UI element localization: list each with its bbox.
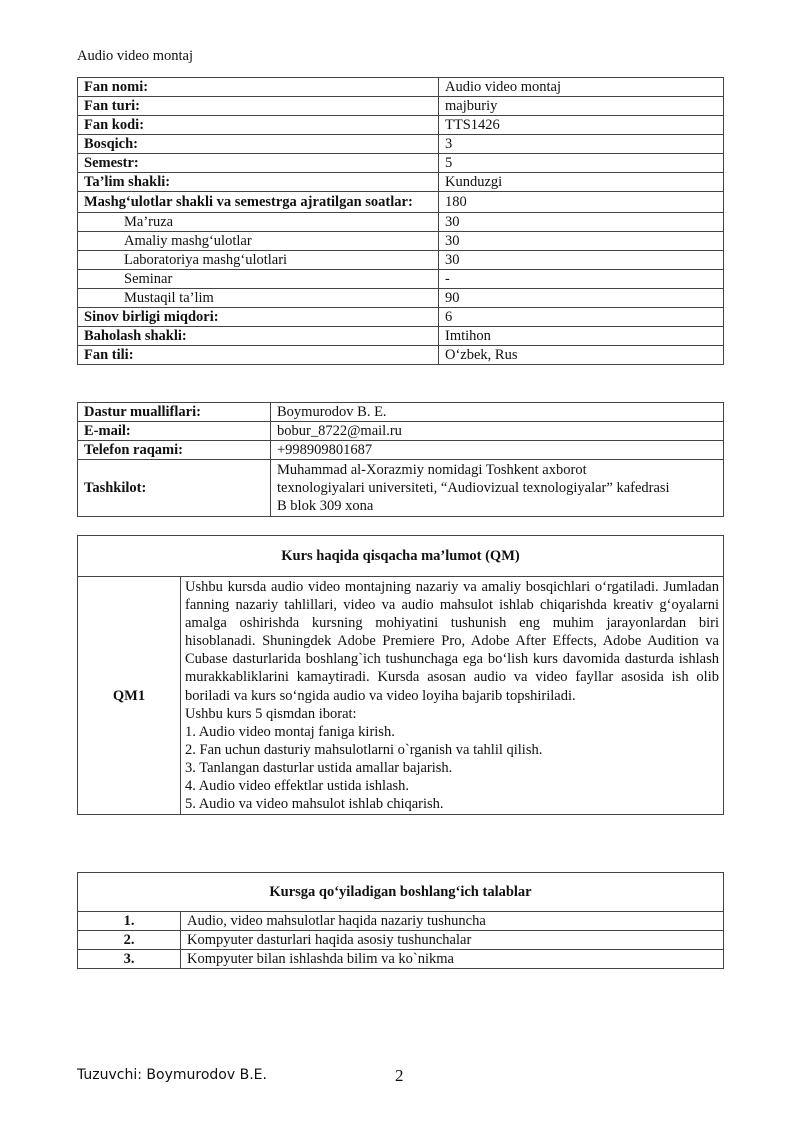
organization-line: B blok 309 xona [277, 498, 374, 514]
row-label: Ma’ruza [78, 213, 439, 232]
row-label: Bosqich: [78, 135, 439, 154]
row-label: Mustaqil ta’lim [78, 289, 439, 308]
requirement-text: Audio, video mahsulotlar haqida nazariy tushuncha [181, 912, 724, 931]
row-label: Dastur mualliflari: [78, 403, 271, 422]
course-summary-table [77, 535, 724, 815]
table-row [78, 232, 724, 251]
table-row [78, 116, 724, 135]
row-label: Seminar [78, 270, 439, 289]
table-row [78, 912, 724, 931]
table-row [78, 308, 724, 327]
row-value: Boymurodov B. E. [271, 403, 724, 422]
authors-table [77, 402, 724, 517]
row-label: Fan turi: [78, 97, 439, 116]
row-label: Fan kodi: [78, 116, 439, 135]
table-row [78, 289, 724, 308]
phone-value: +998909801687 [271, 441, 724, 460]
page-header-title: Audio video montaj [77, 48, 193, 64]
requirement-text: Kompyuter dasturlari haqida asosiy tushunchalar [181, 931, 724, 950]
row-value: TTS1426 [439, 116, 724, 135]
row-value: 30 [439, 251, 724, 270]
requirements-table [77, 872, 724, 969]
email-value: bobur_8722@mail.ru [271, 422, 724, 441]
table-row [78, 346, 724, 365]
row-value: 6 [439, 308, 724, 327]
requirement-number: 2. [78, 931, 181, 950]
row-label: Ta’lim shakli: [78, 173, 439, 192]
table-row [78, 173, 724, 192]
row-label: Telefon raqami: [78, 441, 271, 460]
row-label: Amaliy mashg‘ulotlar [78, 232, 439, 251]
table-row [78, 192, 724, 213]
footer-author: Tuzuvchi: Boymurodov B.E. [77, 1067, 267, 1083]
table-row [78, 97, 724, 116]
table-row [78, 422, 724, 441]
summary-intro: Ushbu kurs 5 qismdan iborat: [185, 705, 357, 722]
table-row [78, 78, 724, 97]
table-row [78, 873, 724, 912]
table-row [78, 135, 724, 154]
table-row [78, 577, 724, 815]
summary-part: 3. Tanlangan dasturlar ustida amallar bajarish. [185, 759, 453, 776]
requirement-number: 1. [78, 912, 181, 931]
row-value: Imtihon [439, 327, 724, 346]
table-row [78, 327, 724, 346]
summary-part: 1. Audio video montaj faniga kirish. [185, 723, 395, 740]
row-value: Kunduzgi [439, 173, 724, 192]
table-row [78, 931, 724, 950]
row-label: Sinov birligi miqdori: [78, 308, 439, 327]
page-number: 2 [395, 1066, 404, 1085]
table-row [78, 441, 724, 460]
summary-caption: Kurs haqida qisqacha ma’lumot (QM) [78, 536, 724, 577]
row-label: Fan tili: [78, 346, 439, 365]
row-value: 5 [439, 154, 724, 173]
row-label: Tashkilot: [78, 460, 271, 517]
row-value: 30 [439, 213, 724, 232]
row-value: 90 [439, 289, 724, 308]
table-row [78, 251, 724, 270]
row-value: - [439, 270, 724, 289]
row-value: 30 [439, 232, 724, 251]
row-value: majburiy [439, 97, 724, 116]
table-row [78, 950, 724, 969]
table-row [78, 460, 724, 517]
organization-line: texnologiyalari universiteti, “Audiovizual texnologiyalar” kafedrasi [277, 480, 670, 496]
table-row [78, 213, 724, 232]
row-label: Baholash shakli: [78, 327, 439, 346]
row-label: Laboratoriya mashg‘ulotlari [78, 251, 439, 270]
requirement-text: Kompyuter bilan ishlashda bilim va ko`nikma [181, 950, 724, 969]
row-label: Mashg‘ulotlar shakli va semestrga ajratilgan soatlar: [78, 192, 439, 213]
summary-part: 5. Audio va video mahsulot ishlab chiqarish. [185, 796, 444, 813]
requirement-number: 3. [78, 950, 181, 969]
table-row [78, 154, 724, 173]
summary-code: QM1 [78, 577, 181, 815]
row-value: 3 [439, 135, 724, 154]
summary-part: 4. Audio video effektlar ustida ishlash. [185, 778, 410, 795]
row-label: Semestr: [78, 154, 439, 173]
organization-value [271, 460, 724, 517]
row-value: Audio video montaj [439, 78, 724, 97]
row-value: 180 [439, 192, 724, 213]
course-info-table [77, 77, 724, 365]
row-label: E-mail: [78, 422, 271, 441]
summary-part: 2. Fan uchun dasturiy mahsulotlarni o`rganish va tahlil qilish. [185, 741, 543, 758]
requirements-caption: Kursga qo‘yiladigan boshlang‘ich talablar [78, 873, 724, 912]
summary-description [181, 577, 724, 815]
table-row [78, 536, 724, 577]
row-value: O‘zbek, Rus [439, 346, 724, 365]
table-row [78, 403, 724, 422]
summary-paragraph: Ushbu kursda audio video montajning nazariy va amaliy bosqichlari o‘rgatiladi. Jumladan fanning nazariy tahlillari, video va audio mahsulot ishlab chiqarishda kreativ g‘oyalarni amalga oshirishda kursning mohiyatini tushunish eng muhim jarayonlardan biri hisoblanadi. Shuningdek Adobe Premiere Pro, Adobe After Effects, Adobe Audition va Cubase dasturlarida boshlang`ich tushunchaga ega bo‘lish kurs davomida dasturda ishlash murakkabliklarini kamaytiradi. Kursda asosan audio va video fayllar asosida ish olib boriladi va kurs so‘ngida audio va video loyiha bajarib topshiriladi. [185, 579, 719, 704]
row-label: Fan nomi: [78, 78, 439, 97]
organization-line: Muhammad al-Xorazmiy nomidagi Toshkent axborot [277, 462, 587, 478]
table-row [78, 270, 724, 289]
